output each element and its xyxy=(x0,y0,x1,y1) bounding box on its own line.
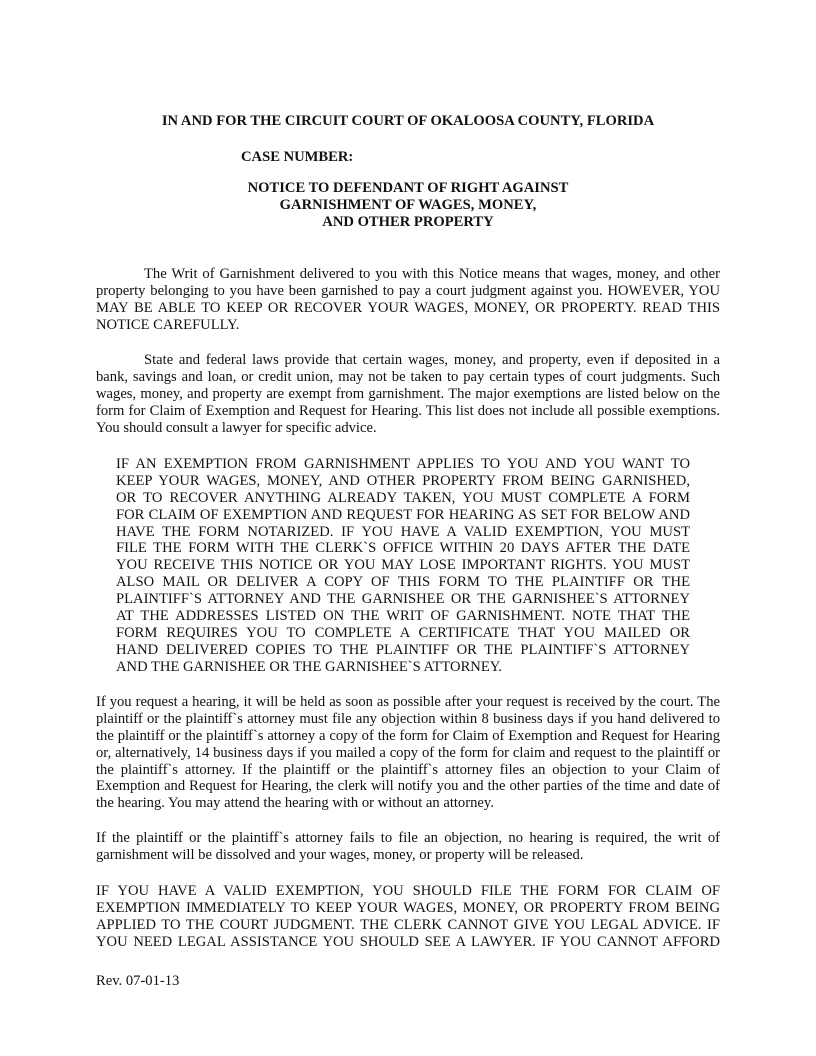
text-line: or, alternatively, 14 business days if you mailed a copy of the form for claim and request to the plaintiff or xyxy=(96,744,720,761)
paragraph-exemption-instructions xyxy=(116,456,690,676)
text-line: AT THE ADDRESSES LISTED ON THE WRIT OF GARNISHMENT. NOTE THAT THE xyxy=(116,608,690,625)
text-line: IF AN EXEMPTION FROM GARNISHMENT APPLIES TO YOU AND YOU WANT TO xyxy=(116,456,690,472)
text-line: You should consult a lawyer for specific advice. xyxy=(96,419,377,436)
paragraph-hearing xyxy=(96,694,720,812)
text-line: OR TO RECOVER ANYTHING ALREADY TAKEN, YOU MUST COMPLETE A FORM xyxy=(116,489,690,506)
text-line: property belonging to you have been garnished to pay a court judgment against you. HOWEVER, YOU xyxy=(96,282,720,299)
text-line: APPLIED TO THE COURT JUDGMENT. THE CLERK CANNOT GIVE YOU LEGAL ADVICE. IF xyxy=(96,916,720,933)
case-number-label: CASE NUMBER: xyxy=(241,149,354,165)
text-line: EXEMPTION IMMEDIATELY TO KEEP YOUR WAGES, MONEY, OR PROPERTY FROM BEING xyxy=(96,899,720,916)
text-line: the plaintiff`s attorney. If the plaintiff or the plaintiff`s attorney files an objection to your Claim of xyxy=(96,761,720,778)
text-line: If you request a hearing, it will be held as soon as possible after your request is received by the court. The xyxy=(96,694,720,710)
revision-label: Rev. 07-01-13 xyxy=(96,973,180,989)
text-line: MAY BE ABLE TO KEEP OR RECOVER YOUR WAGES, MONEY, OR PROPERTY. READ THIS xyxy=(96,299,720,316)
paragraph-exemptions xyxy=(96,352,720,436)
text-line: The Writ of Garnishment delivered to you with this Notice means that wages, money, and other xyxy=(144,266,720,282)
text-line: Exemption and Request for Hearing, the clerk will notify you and the other parties of the time and date of xyxy=(96,778,720,795)
text-line: FORM REQUIRES YOU TO COMPLETE A CERTIFICATE THAT YOU MAILED OR xyxy=(116,624,690,641)
text-line: State and federal laws provide that certain wages, money, and property, even if deposited in a xyxy=(144,352,720,368)
text-line: ALSO MAIL OR DELIVER A COPY OF THIS FORM TO THE PLAINTIFF OR THE xyxy=(116,574,690,591)
paragraph-no-objection xyxy=(96,830,720,864)
text-line: KEEP YOUR WAGES, MONEY, AND OTHER PROPERTY FROM BEING GARNISHED, xyxy=(116,472,690,489)
text-line: YOU NEED LEGAL ASSISTANCE YOU SHOULD SEE A LAWYER. IF YOU CANNOT AFFORD xyxy=(96,933,720,950)
text-line: FILE THE FORM WITH THE CLERK`S OFFICE WITHIN 20 DAYS AFTER THE DATE xyxy=(116,540,690,557)
text-line: AND THE GARNISHEE OR THE GARNISHEE`S ATTORNEY. xyxy=(116,658,503,675)
title-line: GARNISHMENT OF WAGES, MONEY, xyxy=(279,197,537,213)
notice-title xyxy=(208,180,608,231)
text-line: wages, money, and property are exempt from garnishment. The major exemptions are listed below on the xyxy=(96,385,720,402)
text-line: HAVE THE FORM NOTARIZED. IF YOU HAVE A VALID EXEMPTION, YOU MUST xyxy=(116,523,690,540)
text-line: NOTICE CAREFULLY. xyxy=(96,316,240,333)
text-line: the hearing. You may attend the hearing with or without an attorney. xyxy=(96,795,494,812)
text-line: garnishment will be dissolved and your wages, money, or property will be released. xyxy=(96,846,584,863)
text-line: PLAINTIFF`S ATTORNEY AND THE GARNISHEE OR THE GARNISHEE`S ATTORNEY xyxy=(116,591,690,608)
text-line: bank, savings and loan, or credit union, may not be taken to pay certain types of court judgments. Such xyxy=(96,368,720,385)
text-line: If the plaintiff or the plaintiff`s attorney fails to file an objection, no hearing is required, the writ of xyxy=(96,830,720,846)
title-line: NOTICE TO DEFENDANT OF RIGHT AGAINST xyxy=(247,180,569,196)
paragraph-writ-notice xyxy=(96,266,720,334)
text-line: IF YOU HAVE A VALID EXEMPTION, YOU SHOULD FILE THE FORM FOR CLAIM OF xyxy=(96,883,720,899)
text-line: YOU RECEIVE THIS NOTICE OR YOU MAY LOSE IMPORTANT RIGHTS. YOU MUST xyxy=(116,557,690,574)
title-line: AND OTHER PROPERTY xyxy=(322,214,494,230)
court-name: IN AND FOR THE CIRCUIT COURT OF OKALOOSA COUNTY, FLORIDA xyxy=(161,113,655,129)
text-line: plaintiff or the plaintiff`s attorney must file any objection within 8 business days if you hand delivered to xyxy=(96,710,720,727)
text-line: HAND DELIVERED COPIES TO THE PLAINTIFF OR THE PLAINTIFF`S ATTORNEY xyxy=(116,641,690,658)
text-line: FOR CLAIM OF EXEMPTION AND REQUEST FOR HEARING AS SET FOR BELOW AND xyxy=(116,506,690,523)
paragraph-valid-exemption xyxy=(96,883,720,951)
text-line: form for Claim of Exemption and Request for Hearing. This list does not include all possible exemptions. xyxy=(96,402,720,419)
court-heading xyxy=(0,113,816,130)
text-line: the plaintiff or the plaintiff`s attorney a copy of the form for Claim of Exemption and Request for Hearing xyxy=(96,727,720,744)
